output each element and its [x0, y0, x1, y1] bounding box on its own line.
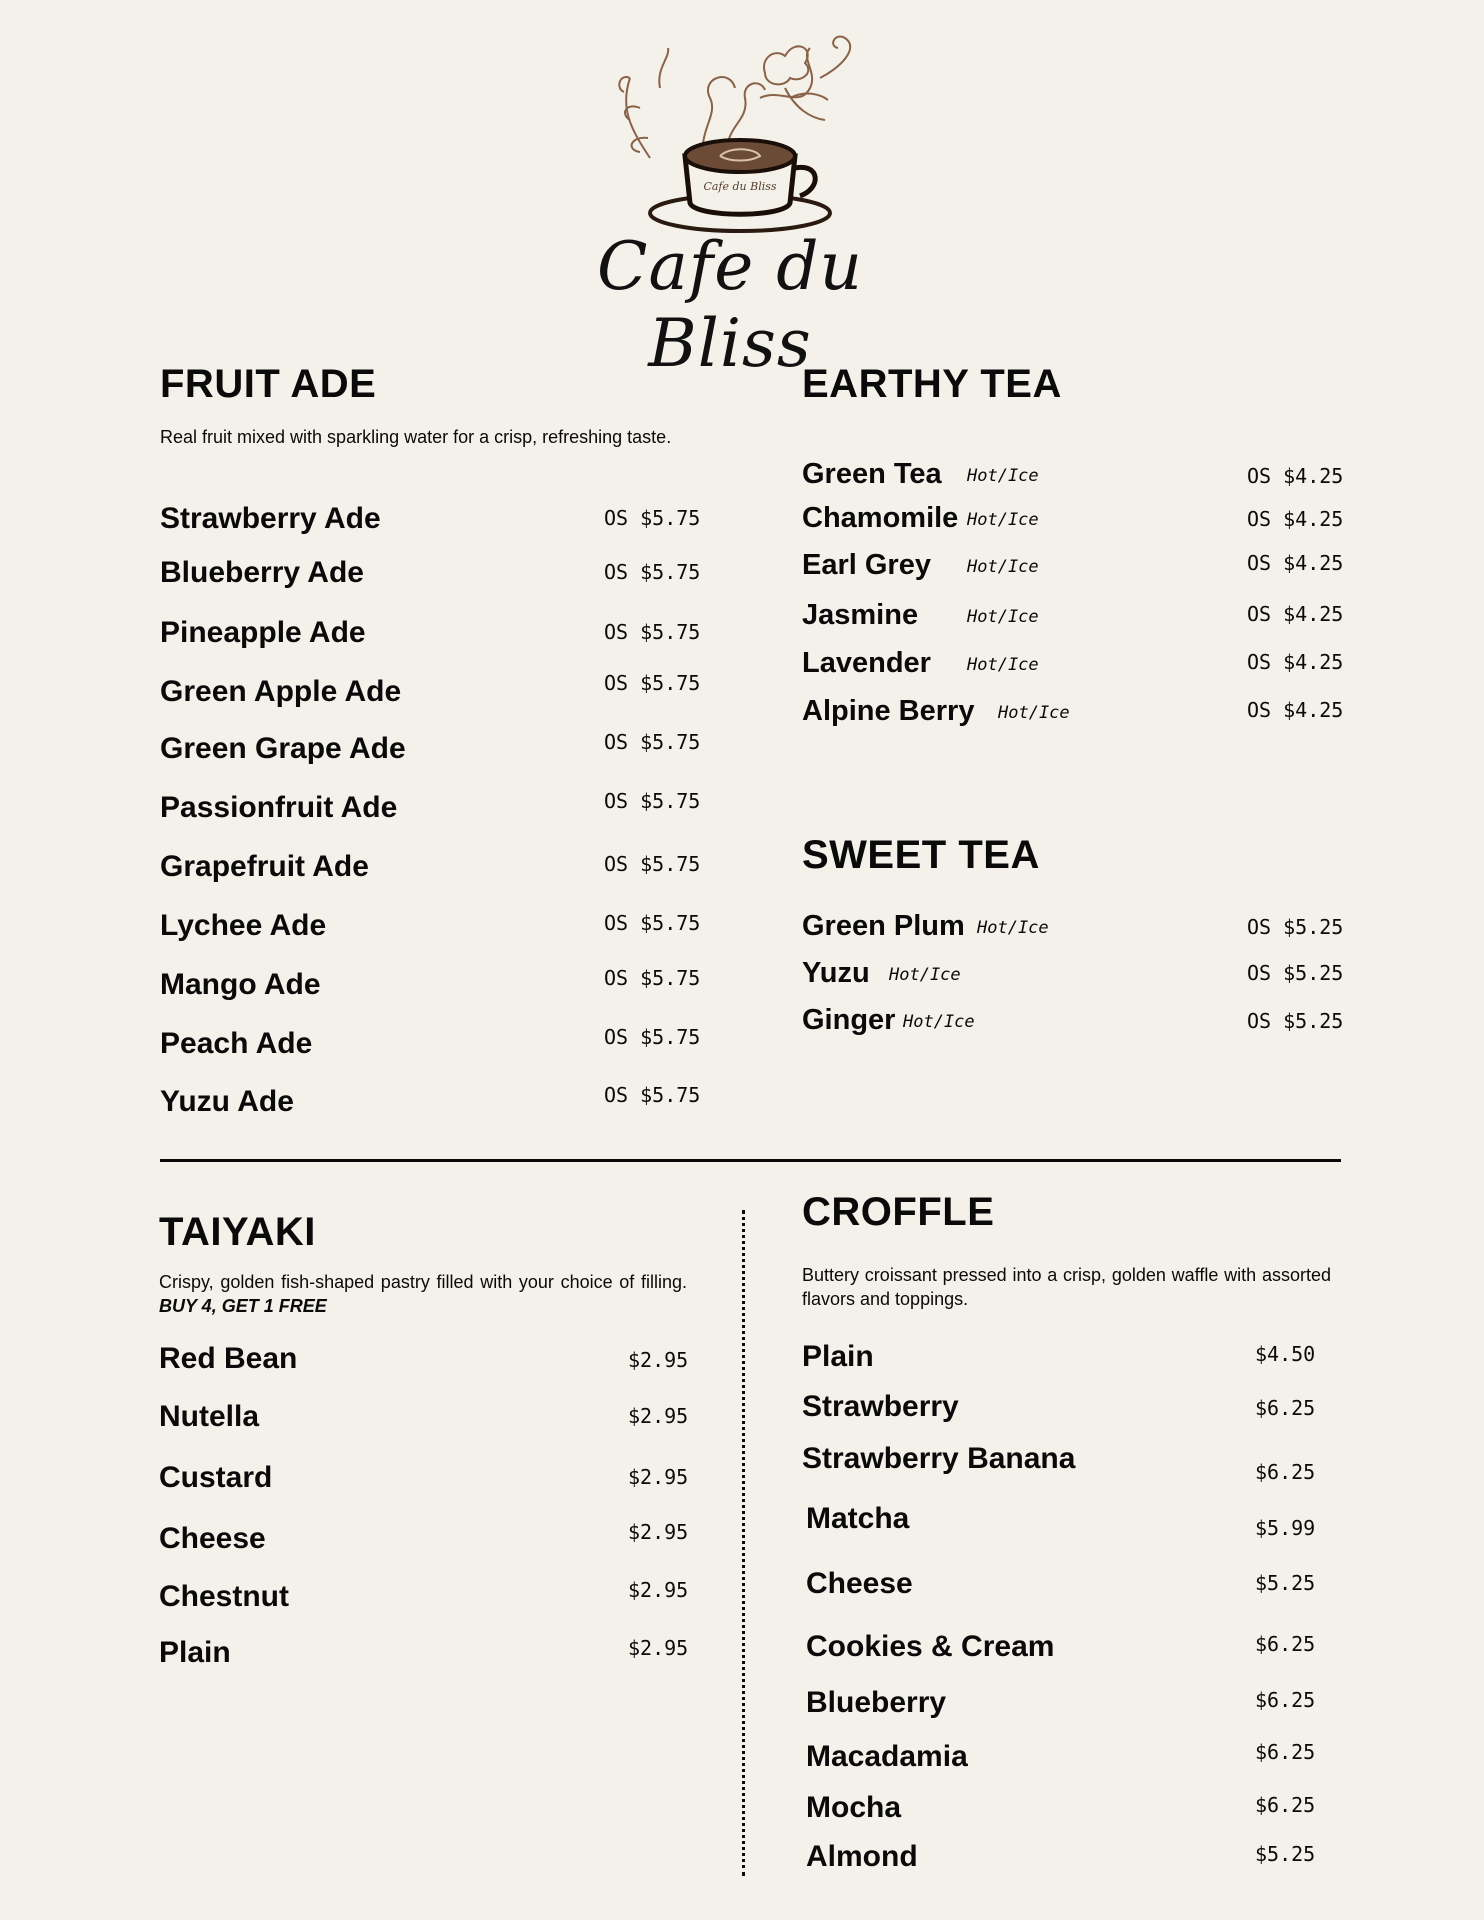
- item-name: Red Bean: [159, 1342, 298, 1375]
- item-name: Cheese: [806, 1567, 913, 1600]
- item-option: Hot/Ice: [967, 510, 1039, 530]
- item-price: OS $4.25: [1247, 650, 1344, 674]
- sweet-tea-section: [802, 833, 1344, 1036]
- menu-item: [159, 1342, 699, 1382]
- menu-item: [160, 732, 700, 772]
- item-name: Strawberry: [802, 1390, 959, 1423]
- menu-item: [160, 616, 700, 656]
- menu-item: [160, 791, 700, 831]
- item-price: $2.95: [628, 1636, 689, 1660]
- menu-item: [802, 549, 1342, 589]
- item-price: $6.25: [1255, 1632, 1316, 1656]
- item-name: Cheese: [159, 1522, 266, 1555]
- item-price: $5.25: [1255, 1842, 1316, 1866]
- taiyaki-promo: BUY 4, GET 1 FREE: [159, 1296, 327, 1316]
- item-name: Mango Ade: [160, 968, 321, 1001]
- menu-item: [159, 1400, 699, 1440]
- item-price: OS $5.75: [604, 730, 701, 754]
- menu-item: [160, 1085, 700, 1125]
- taiyaki-desc-text: Crispy, golden fish-shaped pastry filled with your choice of filling.: [159, 1272, 687, 1292]
- item-name: Earl Grey: [802, 549, 931, 581]
- fruit-ade-description: Real fruit mixed with sparkling water for a crisp, refreshing taste.: [160, 427, 672, 447]
- item-option: Hot/Ice: [977, 918, 1049, 938]
- item-name: Plain: [802, 1340, 874, 1373]
- item-price: $2.95: [628, 1404, 689, 1428]
- item-name: Matcha: [806, 1502, 910, 1535]
- menu-item: [160, 1027, 700, 1067]
- item-price: OS $5.25: [1247, 1009, 1344, 1033]
- menu-item: [159, 1522, 699, 1562]
- item-name: Green Tea: [802, 458, 942, 490]
- menu-item: [160, 909, 700, 949]
- item-option: Hot/Ice: [967, 557, 1039, 577]
- menu-item: [802, 1502, 1342, 1542]
- item-price: $2.95: [628, 1520, 689, 1544]
- item-name: Green Apple Ade: [160, 675, 402, 708]
- menu-item: [159, 1636, 699, 1676]
- taiyaki-description: [159, 1270, 687, 1318]
- sweet-tea-heading: SWEET TEA: [802, 833, 1040, 877]
- item-price: $2.95: [628, 1578, 689, 1602]
- item-name: Pineapple Ade: [160, 616, 366, 649]
- item-option: Hot/Ice: [889, 965, 961, 985]
- item-price: $2.95: [628, 1465, 689, 1489]
- menu-item: [802, 1390, 1342, 1430]
- item-price: OS $4.25: [1247, 551, 1344, 575]
- item-option: Hot/Ice: [998, 703, 1070, 723]
- item-price: $5.99: [1255, 1516, 1316, 1540]
- menu-item: [160, 502, 700, 542]
- item-price: OS $5.25: [1247, 915, 1344, 939]
- item-name: Green Grape Ade: [160, 732, 406, 765]
- cup-text: Cafe du Bliss: [703, 180, 777, 193]
- menu-item: [802, 910, 1342, 950]
- menu-item: [802, 1686, 1342, 1726]
- item-name: Grapefruit Ade: [160, 850, 369, 883]
- item-name: Alpine Berry: [802, 695, 975, 727]
- item-price: $2.95: [628, 1348, 689, 1372]
- item-name: Nutella: [159, 1400, 260, 1433]
- item-option: Hot/Ice: [967, 655, 1039, 675]
- menu-item: [159, 1461, 699, 1501]
- item-price: OS $4.25: [1247, 464, 1344, 488]
- fruit-ade-section: [160, 362, 701, 1118]
- fruit-ade-heading: FRUIT ADE: [160, 362, 377, 406]
- croffle-heading: CROFFLE: [802, 1190, 995, 1234]
- item-price: $6.25: [1255, 1740, 1316, 1764]
- menu-item: [802, 1840, 1342, 1880]
- item-name: Lavender: [802, 647, 931, 679]
- item-price: OS $5.25: [1247, 961, 1344, 985]
- vertical-dotted-divider: [742, 1210, 745, 1876]
- item-price: OS $5.75: [604, 1083, 701, 1107]
- item-name: Strawberry Ade: [160, 502, 381, 535]
- item-price: OS $5.75: [604, 560, 701, 584]
- menu-item: [802, 957, 1342, 997]
- item-price: $6.25: [1255, 1396, 1316, 1420]
- item-name: Plain: [159, 1636, 231, 1669]
- item-name: Yuzu Ade: [160, 1085, 294, 1118]
- item-option: Hot/Ice: [967, 466, 1039, 486]
- menu-item: [802, 1740, 1342, 1780]
- menu-item: [802, 1567, 1342, 1607]
- item-name: Custard: [159, 1461, 273, 1494]
- menu-item: [802, 458, 1342, 498]
- item-price: OS $5.75: [604, 966, 701, 990]
- item-name: Cookies & Cream: [806, 1630, 1055, 1663]
- item-name: Chamomile: [802, 502, 959, 534]
- menu-item: [160, 671, 701, 715]
- item-price: OS $5.75: [604, 671, 701, 695]
- item-price: OS $5.75: [604, 1025, 701, 1049]
- earthy-tea-section: [802, 362, 1344, 727]
- menu-item: [802, 1630, 1342, 1670]
- item-name: Green Plum: [802, 910, 965, 942]
- item-name: Strawberry Banana: [802, 1442, 1076, 1475]
- taiyaki-heading: TAIYAKI: [159, 1210, 316, 1254]
- item-name: Lychee Ade: [160, 909, 327, 942]
- menu-item: [160, 968, 700, 1008]
- item-name: Ginger: [802, 1004, 896, 1036]
- menu-item: [160, 850, 700, 890]
- item-name: Chestnut: [159, 1580, 289, 1613]
- item-price: $5.25: [1255, 1571, 1316, 1595]
- item-price: $4.50: [1255, 1342, 1316, 1366]
- item-name: Peach Ade: [160, 1027, 313, 1060]
- item-name: Mocha: [806, 1791, 902, 1824]
- item-name: Jasmine: [802, 599, 919, 631]
- croffle-description: Buttery croissant pressed into a crisp, golden waffle with assorted flavors and toppings.: [802, 1265, 1331, 1309]
- item-price: OS $4.25: [1247, 698, 1344, 722]
- item-price: OS $4.25: [1247, 602, 1344, 626]
- menu-item: [802, 647, 1342, 687]
- item-price: OS $4.25: [1247, 507, 1344, 531]
- item-name: Blueberry Ade: [160, 556, 364, 589]
- croffle-section: [802, 1190, 1342, 1873]
- item-name: Almond: [806, 1840, 918, 1873]
- item-price: OS $5.75: [604, 789, 701, 813]
- earthy-tea-heading: EARTHY TEA: [802, 362, 1062, 406]
- item-price: OS $5.75: [604, 911, 701, 935]
- item-price: OS $5.75: [604, 506, 701, 530]
- item-name: Yuzu: [802, 957, 870, 989]
- item-option: Hot/Ice: [903, 1012, 975, 1032]
- horizontal-divider: [160, 1159, 1341, 1162]
- logo: [560, 28, 900, 382]
- item-name: Passionfruit Ade: [160, 791, 398, 824]
- item-price: $6.25: [1255, 1460, 1316, 1484]
- menu-item: [159, 1580, 699, 1620]
- menu-item: [802, 1004, 1342, 1044]
- coffee-cup-flowers-icon: [560, 28, 900, 248]
- item-price: $6.25: [1255, 1688, 1316, 1712]
- menu-item: [802, 502, 1342, 542]
- menu-item: [160, 556, 700, 596]
- menu-item: [802, 599, 1342, 639]
- item-price: $6.25: [1255, 1793, 1316, 1817]
- item-price: OS $5.75: [604, 852, 701, 876]
- menu-item: [802, 1340, 1342, 1380]
- menu-item: [802, 1442, 1342, 1482]
- item-option: Hot/Ice: [967, 607, 1039, 627]
- item-name: Macadamia: [806, 1740, 968, 1773]
- taiyaki-section: [159, 1210, 699, 1669]
- menu-item: [802, 695, 1342, 735]
- brand-name: Cafe du Bliss: [596, 228, 864, 382]
- item-price: OS $5.75: [604, 620, 701, 644]
- menu-item: [802, 1791, 1342, 1831]
- item-name: Blueberry: [806, 1686, 947, 1719]
